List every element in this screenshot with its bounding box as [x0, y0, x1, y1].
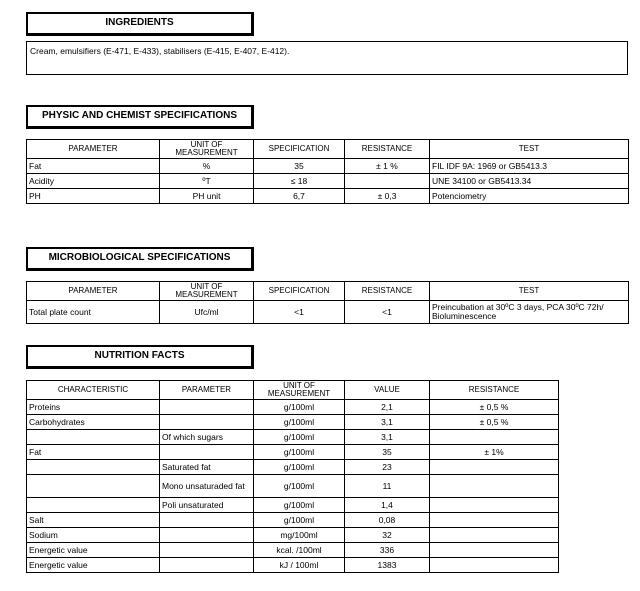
table-cell: Sodium	[27, 528, 160, 543]
table-cell: ± 1%	[430, 445, 559, 460]
header-cell: UNIT OF MEASUREMENT	[160, 140, 254, 159]
table-cell: ± 1 %	[345, 159, 430, 174]
table-cell: ± 0,5 %	[430, 400, 559, 415]
table-cell	[430, 513, 559, 528]
table-row	[27, 513, 559, 528]
header-cell: RESISTANCE	[345, 140, 430, 159]
table-cell	[430, 543, 559, 558]
table-cell: 1383	[345, 558, 430, 573]
table-row	[27, 498, 559, 513]
physchem-title: PHYSIC AND CHEMIST SPECIFICATIONS	[26, 105, 254, 129]
table-cell	[160, 400, 254, 415]
physchem-header-row	[27, 140, 629, 159]
table-cell: Total plate count	[27, 301, 160, 324]
header-cell: CHARACTERISTIC	[27, 381, 160, 400]
table-row	[27, 528, 559, 543]
table-cell: Proteins	[27, 400, 160, 415]
table-cell: Fat	[27, 159, 160, 174]
table-row	[27, 301, 629, 324]
table-row	[27, 445, 559, 460]
table-cell: 23	[345, 460, 430, 475]
table-cell: ≤ 18	[254, 174, 345, 189]
header-cell: UNIT OF MEASUREMENT	[160, 282, 254, 301]
table-cell: Potenciometry	[430, 189, 629, 204]
table-cell	[160, 513, 254, 528]
table-cell: g/100ml	[254, 475, 345, 498]
table-cell	[430, 460, 559, 475]
table-cell: 3,1	[345, 415, 430, 430]
table-cell	[430, 558, 559, 573]
table-cell: <1	[254, 301, 345, 324]
table-cell: g/100ml	[254, 400, 345, 415]
table-cell: PH unit	[160, 189, 254, 204]
table-row	[27, 543, 559, 558]
table-cell	[160, 445, 254, 460]
table-cell	[160, 415, 254, 430]
nutrition-header-row	[27, 381, 559, 400]
micro-title: MICROBIOLOGICAL SPECIFICATIONS	[26, 247, 254, 271]
table-cell: Preincubation at 30ºC 3 days, PCA 30ºC 72h/ Bioluminescence	[430, 301, 629, 324]
table-cell: 35	[345, 445, 430, 460]
table-cell: 35	[254, 159, 345, 174]
table-cell	[430, 528, 559, 543]
table-row	[27, 189, 629, 204]
micro-table	[26, 281, 629, 324]
table-row	[27, 159, 629, 174]
table-cell: ± 0,3	[345, 189, 430, 204]
table-cell	[430, 498, 559, 513]
micro-header-row	[27, 282, 629, 301]
header-cell: PARAMETER	[160, 381, 254, 400]
table-cell: Ufc/ml	[160, 301, 254, 324]
table-cell: g/100ml	[254, 498, 345, 513]
table-cell: <1	[345, 301, 430, 324]
table-row	[27, 475, 559, 498]
table-cell	[27, 475, 160, 498]
table-cell: 11	[345, 475, 430, 498]
table-row	[27, 460, 559, 475]
table-cell	[160, 543, 254, 558]
table-cell: Fat	[27, 445, 160, 460]
table-cell: Energetic value	[27, 543, 160, 558]
table-cell: 6,7	[254, 189, 345, 204]
ingredients-text: Cream, emulsifiers (E-471, E-433), stabilisers (E-415, E-407, E-412).	[26, 41, 628, 75]
table-cell: FIL IDF 9A: 1969 or GB5413.3	[430, 159, 629, 174]
table-cell: ± 0,5 %	[430, 415, 559, 430]
table-cell	[345, 174, 430, 189]
header-cell: UNIT OF MEASUREMENT	[254, 381, 345, 400]
table-cell: Acidity	[27, 174, 160, 189]
physchem-table	[26, 139, 629, 204]
table-cell	[430, 475, 559, 498]
table-cell: %	[160, 159, 254, 174]
ingredients-title: INGREDIENTS	[26, 12, 254, 36]
table-row	[27, 400, 559, 415]
table-cell: kcal. /100ml	[254, 543, 345, 558]
table-cell: Energetic value	[27, 558, 160, 573]
table-cell	[160, 558, 254, 573]
table-cell: 1,4	[345, 498, 430, 513]
header-cell: PARAMETER	[27, 282, 160, 301]
header-cell: SPECIFICATION	[254, 140, 345, 159]
table-cell: Carbohydrates	[27, 415, 160, 430]
table-cell: 0,08	[345, 513, 430, 528]
table-cell: 32	[345, 528, 430, 543]
table-cell: g/100ml	[254, 445, 345, 460]
table-cell: PH	[27, 189, 160, 204]
header-cell: RESISTANCE	[345, 282, 430, 301]
table-cell	[27, 498, 160, 513]
table-cell: ºT	[160, 174, 254, 189]
table-cell	[27, 460, 160, 475]
table-cell: g/100ml	[254, 415, 345, 430]
header-cell: RESISTANCE	[430, 381, 559, 400]
table-cell: Poli unsaturated	[160, 498, 254, 513]
header-cell: SPECIFICATION	[254, 282, 345, 301]
table-cell: 336	[345, 543, 430, 558]
table-row	[27, 174, 629, 189]
table-cell: g/100ml	[254, 513, 345, 528]
table-cell: 3,1	[345, 430, 430, 445]
header-cell: VALUE	[345, 381, 430, 400]
table-cell: g/100ml	[254, 430, 345, 445]
table-cell: Salt	[27, 513, 160, 528]
table-cell: mg/100ml	[254, 528, 345, 543]
table-row	[27, 430, 559, 445]
table-cell: g/100ml	[254, 460, 345, 475]
nutrition-title: NUTRITION FACTS	[26, 345, 254, 369]
table-cell	[160, 528, 254, 543]
table-cell: kJ / 100ml	[254, 558, 345, 573]
table-cell: Of which sugars	[160, 430, 254, 445]
header-cell: PARAMETER	[27, 140, 160, 159]
table-cell: UNE 34100 or GB5413.34	[430, 174, 629, 189]
table-row	[27, 415, 559, 430]
table-cell	[430, 430, 559, 445]
header-cell: TEST	[430, 140, 629, 159]
table-cell: Saturated fat	[160, 460, 254, 475]
table-row	[27, 558, 559, 573]
nutrition-table	[26, 380, 559, 573]
table-cell: Mono unsaturaded fat	[160, 475, 254, 498]
header-cell: TEST	[430, 282, 629, 301]
table-cell	[27, 430, 160, 445]
table-cell: 2,1	[345, 400, 430, 415]
